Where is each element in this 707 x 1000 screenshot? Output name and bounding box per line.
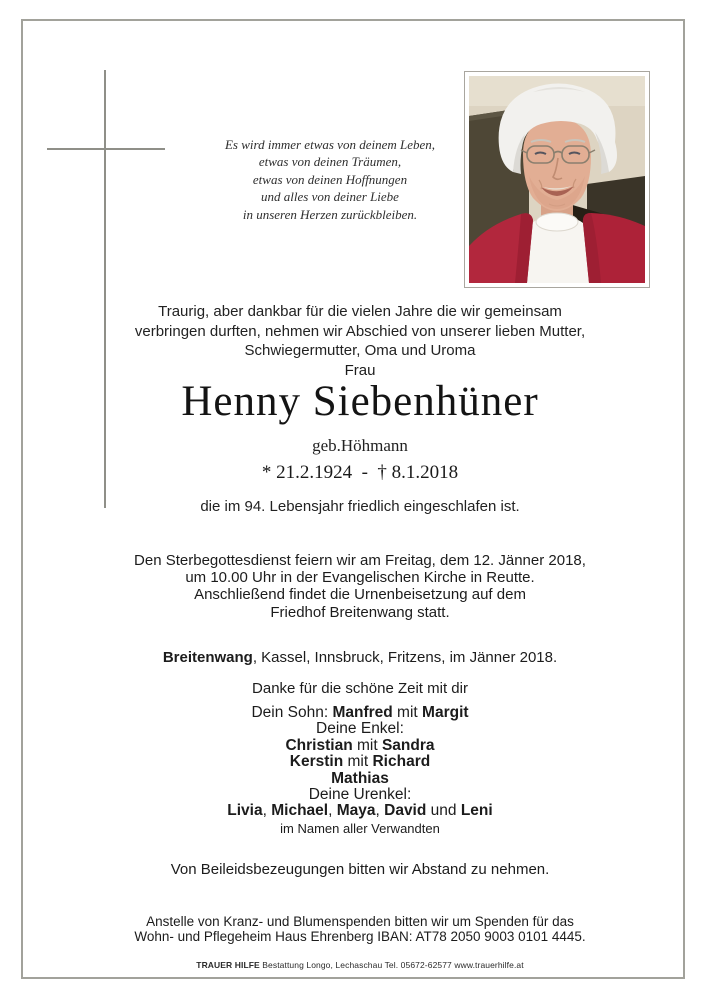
portrait-photo (464, 71, 650, 288)
donation-line: Wohn- und Pflegeheim Haus Ehrenberg IBAN: AT78 2050 9003 0101 4445. (134, 929, 586, 945)
poem-line: und alles von deiner Liebe (261, 189, 399, 205)
donation-line: Anstelle von Kranz- und Blumenspenden bitten wir um Spenden für das (146, 914, 574, 929)
family-line: Deine Enkel: (316, 720, 404, 738)
salutation: Frau (344, 362, 376, 379)
cross-horizontal-bar (47, 148, 165, 150)
places-date-line: Breitenwang, Kassel, Innsbruck, Fritzens, im Jänner 2018. (162, 649, 558, 666)
farewell-text (21, 302, 699, 361)
maiden-name: geb.Höhmann (312, 436, 408, 455)
service-line: um 10.00 Uhr in der Evangelischen Kirche in Reutte. (185, 569, 535, 587)
life-dates: * 21.2.1924 - † 8.1.2018 (261, 462, 459, 483)
family-line: Dein Sohn: Manfred mit Margit (251, 704, 469, 721)
family-line: Kerstin mit Richard (289, 753, 431, 771)
condolence-note: Von Beileidsbezeugungen bitten wir Abstand zu nehmen. (170, 861, 550, 878)
service-line: Den Sterbegottesdienst feiern wir am Freitag, dem 12. Jänner 2018, (134, 552, 586, 569)
family-closing: im Namen aller Verwandten (280, 820, 440, 836)
family-line: Christian mit Sandra (285, 736, 435, 754)
poem-line: in unseren Herzen zurückbleiben. (242, 206, 418, 222)
poem-line: etwas von deinen Hoffnungen (252, 171, 408, 187)
family-line: Livia, Michael, Maya, David und Leni (227, 802, 493, 820)
portrait-illustration (469, 76, 645, 283)
funeral-home-footer: TRAUER HILFE Bestattung Longo, Lechaschau Tel. 05672-62577 www.trauerhilfe.at (196, 960, 524, 970)
thanks-line: Danke für die schöne Zeit mit dir (252, 680, 468, 697)
farewell-line: Traurig, aber dankbar für die vielen Jahre die wir gemeinsam (158, 303, 562, 320)
memorial-poem (180, 136, 480, 223)
family-line: Mathias (331, 769, 389, 787)
farewell-line: Schwiegermutter, Oma und Uroma (244, 342, 476, 359)
service-details (21, 552, 699, 621)
passing-note: die im 94. Lebensjahr friedlich eingeschlafen ist. (200, 498, 520, 515)
poem-line: Es wird immer etwas von deinem Leben, (224, 137, 436, 152)
service-line: Friedhof Breitenwang statt. (270, 603, 450, 621)
farewell-line: verbringen durften, nehmen wir Abschied von unserer lieben Mutter, (134, 322, 586, 340)
service-line: Anschließend findet die Urnenbeisetzung auf dem (194, 586, 526, 604)
donation-note (21, 914, 699, 944)
deceased-name: Henny Siebenhüner (181, 378, 539, 425)
poem-line: etwas von deinen Träumen, (258, 154, 402, 170)
family-line: Deine Urenkel: (308, 786, 412, 804)
family-list (21, 705, 699, 837)
